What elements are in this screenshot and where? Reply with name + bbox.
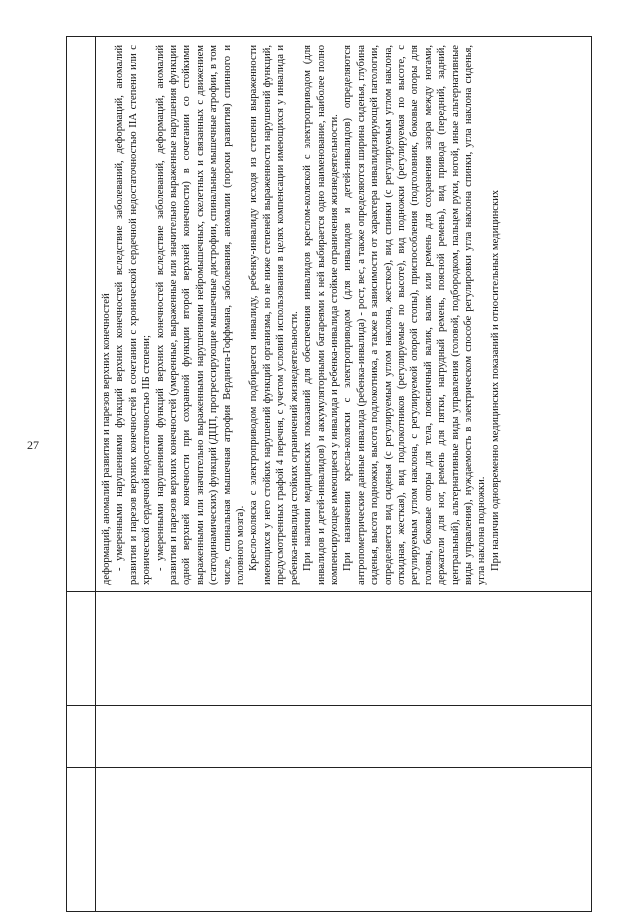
- paragraph: деформаций, аномалий развития и парезов верхних конечностей: [101, 293, 112, 585]
- paragraph: - умеренными нарушениями функций верхних конечностей вследствие заболеваний, деформаций, аномалий развития и парезов верхних конечностей в сочетании с хронической сердечной недостаточностью IIА степени или с хронической сердечной недостаточностью IIБ степени;: [114, 45, 153, 585]
- table: [66, 36, 592, 912]
- paragraph: Кресло-коляска с электроприводом подбирается инвалиду, ребенку-инвалиду исходя из степени выраженности имеющихся у него стойких нарушений функций организма, но не ниже степеней выраженности нарушений функций, предусмотренных графой 4 перечня, с учетом условий использования в целях компенсации имеющихся у инвалида и ребенка-инвалида стойких ограничений жизнедеятельности.: [248, 45, 300, 585]
- page-number: 27: [27, 438, 39, 452]
- rotated-text-block: [97, 37, 591, 591]
- row-divider: [67, 591, 591, 592]
- paragraph: При наличии одновременно медицинских показаний и относительных медицинских: [489, 189, 501, 571]
- column-divider: [95, 37, 96, 911]
- text-cell: [97, 37, 591, 591]
- row-divider: [67, 705, 591, 706]
- paragraph: При наличии медицинских показаний для обеспечения инвалидов креслом-коляской с электроприводом (для инвалидов и детей-инвалидов) и аккумуляторными батареями к ней выбирается одно наименование, наиболее полно компенсирующее имеющиеся у инвалида и ребенка-инвалида стойкие ограничения жизнедеятельности.: [302, 45, 340, 585]
- paragraph: - умеренными нарушениями функций верхних конечностей вследствие заболеваний, деформаций, аномалий развития и парезов верхних конечностей (умеренные, выраженные или значительно выраженные нарушения функции одной верхней конечности при сохранной функции второй верхней конечности) в сочетании со стойкими выраженными или значительно выраженными нарушениями нейромышечных, скелетных и связанных с движением (статодинамических) функций (ДЦП, прогрессирующие мышечные дистрофии, спинальные мышечные атрофии, в том числе, спинальная мышечная атрофия Верднига-Гоффмана, заболевания, аномалии (пороки развития) спинного и головного мозга).: [154, 45, 247, 585]
- paragraph: При назначении кресла-коляски с электроприводом (для инвалидов и детей-инвалидов) определяются антропометрические данные инвалида (ребенка-инвалида) - рост, вес, а также определяются ширина сиденья, глубина сиденья, высота подножки, высота подлокотника, а также в зависимости от характера инвалидизирующей патологии, определяется вид сиденья (с регулируемым углом наклона, жесткое), вид спинки (с регулируемым углом наклона, откидная, жесткая), вид подлокотников (регулируемые по высоте), вид подножки (регулируемая по высоте, с регулируемым углом наклона, с регулируемой опорой стопы), приспособления (подголовник, боковые опоры для головы, боковые опоры для тела, поясничный валик, валик или ремень для сохранения зазора между ногами, держатели для ног, ремень для пятки, нагрудный ремень, поясной ремень), вид привода (передний, задний, центральный), альтернативные виды управления (головой, подбородком, пальцем руки, ногой, иные альтернативные виды управления), нуждаемость в электрическом способе регулировки угла наклона спинки, угла наклона сиденья, угла наклона подножки.: [342, 45, 488, 585]
- row-divider: [67, 767, 591, 768]
